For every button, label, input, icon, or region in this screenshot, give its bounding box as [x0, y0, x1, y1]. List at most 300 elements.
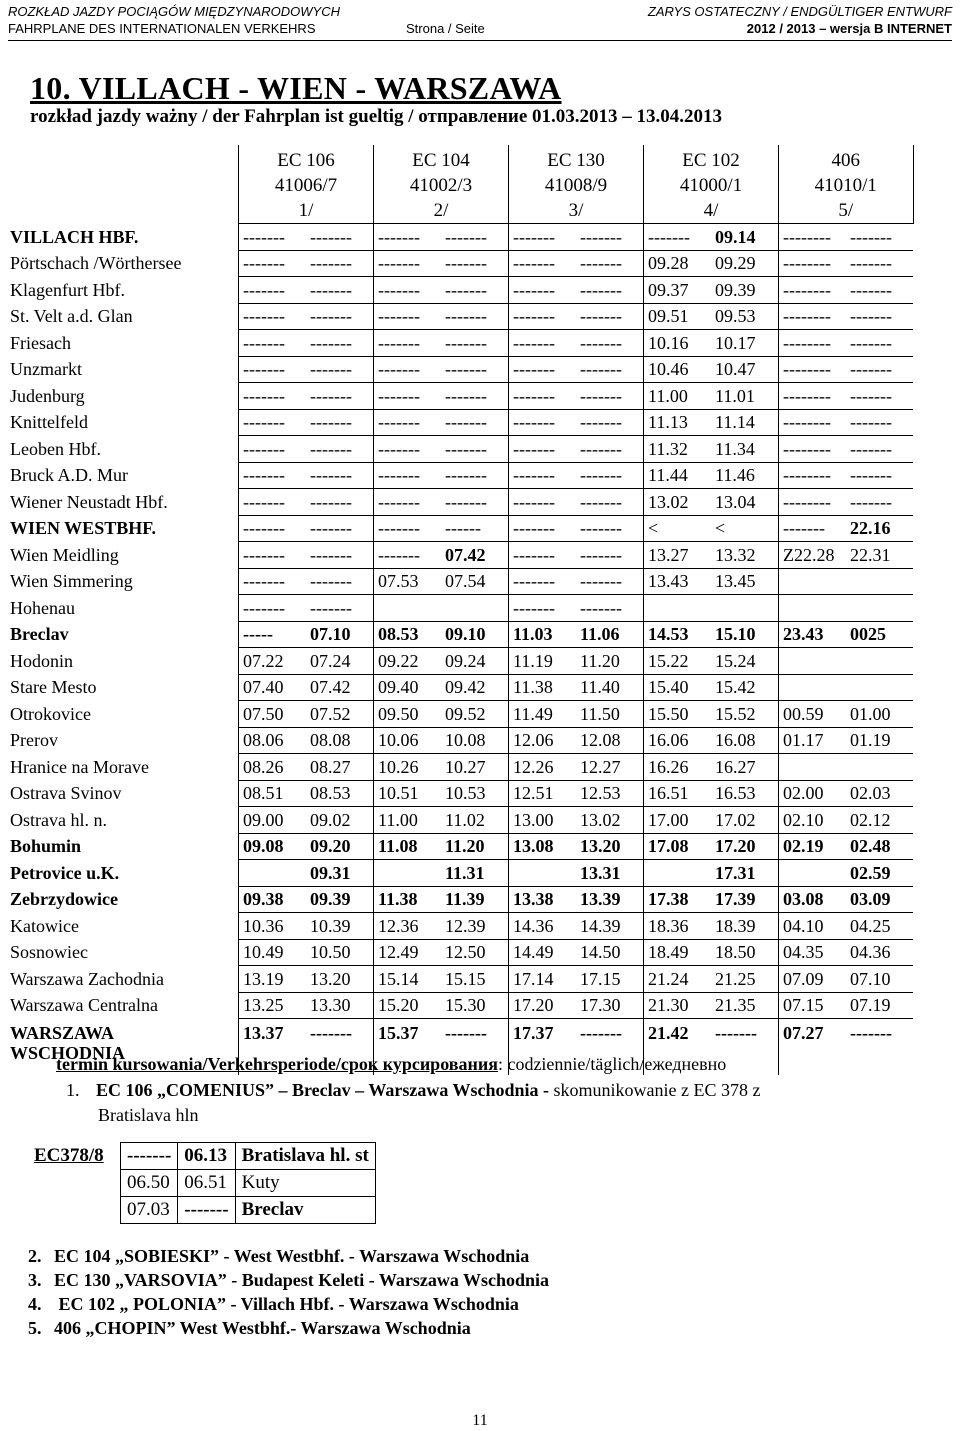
train-name: 406 [831, 150, 860, 171]
page-number: 11 [472, 1412, 488, 1429]
time-cell: 13.04 [711, 489, 779, 516]
time-cell: 15.42 [711, 674, 779, 701]
station-name: Sosnowiec [10, 942, 88, 963]
time-cell: ------- [846, 409, 913, 436]
connection-arr: 07.03 [121, 1197, 178, 1224]
station-name: Pörtschach /Wörthersee [10, 253, 182, 274]
time-cell: ------- [239, 330, 307, 357]
time-cell: 17.37 [509, 1019, 577, 1076]
time-cell [846, 595, 913, 622]
time-cell: 07.15 [779, 992, 847, 1019]
time-cell: 17.14 [509, 966, 577, 993]
time-cell: ------- [441, 277, 509, 304]
time-cell: 15.22 [644, 648, 712, 675]
time-cell: ------- [441, 383, 509, 410]
time-cell: 21.42 [644, 1019, 712, 1076]
time-cell: 13.19 [239, 966, 307, 993]
time-cell [441, 595, 509, 622]
train-header [779, 145, 914, 224]
time-cell: 11.06 [576, 621, 644, 648]
time-cell: 12.39 [441, 913, 509, 940]
station-name: Warszawa Centralna [10, 995, 158, 1016]
time-cell: ------- [576, 489, 644, 516]
time-cell: 15.52 [711, 701, 779, 728]
time-cell [779, 860, 847, 887]
time-cell: ------- [441, 330, 509, 357]
time-cell: ------- [239, 436, 307, 463]
time-cell: ------- [306, 515, 374, 542]
time-cell: ------- [306, 303, 374, 330]
time-cell: -------- [779, 250, 847, 277]
timetable-row [7, 250, 913, 277]
timetable-row [7, 992, 913, 1019]
train-header [374, 145, 509, 224]
time-cell: 13.37 [239, 1019, 307, 1076]
time-cell: ------- [441, 409, 509, 436]
connection-arr: 06.50 [121, 1170, 178, 1197]
time-cell: 15.20 [374, 992, 442, 1019]
time-cell: ------- [239, 303, 307, 330]
time-cell: 21.24 [644, 966, 712, 993]
time-cell: 09.22 [374, 648, 442, 675]
timetable-row [7, 913, 913, 940]
connection-dep: ------- [178, 1197, 235, 1224]
time-cell: 13.45 [711, 568, 779, 595]
time-cell: ------- [576, 515, 644, 542]
time-cell: ------- [509, 542, 577, 569]
timetable-row [7, 860, 913, 887]
time-cell: 09.00 [239, 807, 307, 834]
time-cell [644, 595, 712, 622]
time-cell: ------- [576, 303, 644, 330]
time-cell: 13.32 [711, 542, 779, 569]
time-cell: ------- [306, 462, 374, 489]
time-cell: 09.42 [441, 674, 509, 701]
station-name: Petrovice u.K. [10, 862, 120, 883]
time-cell: 17.20 [509, 992, 577, 1019]
time-cell: ------- [576, 436, 644, 463]
time-cell: 07.40 [239, 674, 307, 701]
time-cell: ------- [239, 224, 307, 251]
time-cell: 17.30 [576, 992, 644, 1019]
time-cell [644, 860, 712, 887]
time-cell: -------- [779, 409, 847, 436]
time-cell [509, 860, 577, 887]
time-cell: 09.39 [711, 277, 779, 304]
time-cell: 10.16 [644, 330, 712, 357]
time-cell: ------- [374, 330, 442, 357]
time-cell [779, 595, 847, 622]
time-cell: ------- [374, 356, 442, 383]
time-cell: ------- [306, 277, 374, 304]
time-cell: 11.00 [644, 383, 712, 410]
time-cell: 08.51 [239, 780, 307, 807]
time-cell: ------- [576, 542, 644, 569]
time-cell: ------- [441, 1019, 509, 1076]
page-header-line1 [8, 3, 952, 21]
time-cell: ------- [846, 383, 913, 410]
time-cell: 11.50 [576, 701, 644, 728]
time-cell: ------- [374, 462, 442, 489]
time-cell: ------- [374, 436, 442, 463]
time-cell: 11.19 [509, 648, 577, 675]
time-cell: ------- [441, 489, 509, 516]
legend-item: 2. EC 104 „SOBIESKI” - West Westbhf. - Warszawa Wschodnia [28, 1246, 530, 1266]
time-cell: 18.36 [644, 913, 712, 940]
time-cell: 11.14 [711, 409, 779, 436]
time-cell: ------- [306, 224, 374, 251]
time-cell: ------- [509, 595, 577, 622]
timetable-row [7, 277, 913, 304]
time-cell: 13.31 [576, 860, 644, 887]
time-cell: 11.38 [374, 886, 442, 913]
time-cell: ------- [509, 356, 577, 383]
time-cell: 15.10 [711, 621, 779, 648]
operating-period-value: : codziennie/täglich/ежедневно [497, 1054, 727, 1074]
timetable-row [7, 727, 913, 754]
time-cell: 13.08 [509, 833, 577, 860]
operating-period-label: termin kursowania/Verkehrsperiode/срок курсирования [56, 1054, 498, 1074]
time-cell: ------- [306, 383, 374, 410]
time-cell: ------- [509, 277, 577, 304]
time-cell: ------- [779, 515, 847, 542]
time-cell: ------- [374, 250, 442, 277]
time-cell: 13.20 [306, 966, 374, 993]
time-cell: 08.08 [306, 727, 374, 754]
connection-station: Bratislava hl. st [235, 1143, 375, 1170]
timetable-row [7, 330, 913, 357]
station-name: Friesach [10, 332, 71, 353]
time-cell: 22.16 [846, 515, 913, 542]
time-cell: ------- [306, 250, 374, 277]
time-cell: 04.25 [846, 913, 913, 940]
time-cell: 15.24 [711, 648, 779, 675]
time-cell: 07.52 [306, 701, 374, 728]
time-cell: 11.01 [711, 383, 779, 410]
time-cell: ------- [846, 330, 913, 357]
time-cell [374, 860, 442, 887]
timetable-row [7, 939, 913, 966]
time-cell: 09.08 [239, 833, 307, 860]
train-header [239, 145, 374, 224]
time-cell: 23.43 [779, 621, 847, 648]
time-cell: 04.35 [779, 939, 847, 966]
time-cell: 21.30 [644, 992, 712, 1019]
header-left-text: ROZKŁAD JAZDY POCIĄGÓW MIĘDZYNARODOWYCH [8, 4, 341, 19]
time-cell: ------- [509, 224, 577, 251]
time-cell: 17.38 [644, 886, 712, 913]
time-cell [846, 568, 913, 595]
time-cell: 14.50 [576, 939, 644, 966]
time-cell: ------- [441, 462, 509, 489]
time-cell: ------- [846, 303, 913, 330]
time-cell: ------- [239, 462, 307, 489]
time-cell: 15.37 [374, 1019, 442, 1076]
time-cell: 21.35 [711, 992, 779, 1019]
connection-dep: 06.51 [178, 1170, 235, 1197]
time-cell: -------- [779, 356, 847, 383]
time-cell: 09.31 [306, 860, 374, 887]
time-cell: ------- [576, 383, 644, 410]
time-cell [239, 860, 307, 887]
time-cell: 13.02 [576, 807, 644, 834]
connection-dep: 06.13 [178, 1143, 235, 1170]
time-cell: ------- [374, 224, 442, 251]
time-cell [711, 595, 779, 622]
time-cell: ------- [846, 277, 913, 304]
timetable-row [7, 356, 913, 383]
station-name: Wiener Neustadt Hbf. [10, 491, 168, 512]
timetable-row [7, 966, 913, 993]
time-cell: ------- [239, 409, 307, 436]
time-cell [846, 674, 913, 701]
time-cell: ------- [509, 568, 577, 595]
time-cell: 11.02 [441, 807, 509, 834]
train-name: EC 102 [682, 150, 740, 171]
timetable-row [7, 886, 913, 913]
time-cell: ------- [576, 277, 644, 304]
time-cell: 11.20 [576, 648, 644, 675]
time-cell: ----- [239, 621, 307, 648]
station-name: Knittelfeld [10, 412, 88, 433]
time-cell: 03.09 [846, 886, 913, 913]
station-name: Breclav [10, 624, 69, 645]
station-name: Stare Mesto [10, 677, 97, 698]
time-cell: 09.24 [441, 648, 509, 675]
time-cell: -------- [779, 489, 847, 516]
time-cell: 0025 [846, 621, 913, 648]
time-cell: 13.38 [509, 886, 577, 913]
time-cell: 07.10 [306, 621, 374, 648]
time-cell [846, 754, 913, 781]
train-header [509, 145, 644, 224]
timetable [7, 145, 914, 1075]
time-cell: 12.08 [576, 727, 644, 754]
time-cell: 13.00 [509, 807, 577, 834]
time-cell: 17.08 [644, 833, 712, 860]
time-cell: 10.39 [306, 913, 374, 940]
time-cell: ------- [306, 409, 374, 436]
time-cell: ------- [846, 489, 913, 516]
timetable-row [7, 754, 913, 781]
time-cell: 09.38 [239, 886, 307, 913]
time-cell: 04.36 [846, 939, 913, 966]
note-1-text-2: Bratislava hln [98, 1105, 199, 1125]
time-cell: 02.48 [846, 833, 913, 860]
connection-station: Kuty [235, 1170, 375, 1197]
time-cell: ------- [239, 356, 307, 383]
time-cell: 16.51 [644, 780, 712, 807]
connection-station: Breclav [235, 1197, 375, 1224]
timetable-row [7, 489, 913, 516]
time-cell: 09.28 [644, 250, 712, 277]
time-cell: 01.19 [846, 727, 913, 754]
timetable-row [7, 674, 913, 701]
time-cell: ------- [846, 436, 913, 463]
time-cell: ------- [306, 1019, 374, 1076]
time-cell: 09.02 [306, 807, 374, 834]
time-cell: 13.02 [644, 489, 712, 516]
time-cell: 10.27 [441, 754, 509, 781]
station-name: Wien Meidling [10, 544, 119, 565]
time-cell: 09.37 [644, 277, 712, 304]
time-cell: 13.25 [239, 992, 307, 1019]
time-cell: ------- [239, 383, 307, 410]
station-name: Hodonin [10, 650, 73, 671]
time-cell: 13.39 [576, 886, 644, 913]
time-cell: 15.40 [644, 674, 712, 701]
time-cell: ------- [509, 250, 577, 277]
time-cell: 02.03 [846, 780, 913, 807]
time-cell: 03.08 [779, 886, 847, 913]
time-cell: ------- [441, 250, 509, 277]
time-cell: 11.40 [576, 674, 644, 701]
timetable-row [7, 807, 913, 834]
time-cell [846, 648, 913, 675]
time-cell: 08.27 [306, 754, 374, 781]
time-cell: 18.49 [644, 939, 712, 966]
time-cell: 17.20 [711, 833, 779, 860]
timetable-row [7, 436, 913, 463]
time-cell: ------- [306, 356, 374, 383]
legend-item: 4. EC 102 „ POLONIA” - Villach Hbf. - Warszawa Wschodnia [28, 1294, 519, 1314]
time-cell: 13.27 [644, 542, 712, 569]
time-cell: ------- [306, 436, 374, 463]
time-cell: 09.10 [441, 621, 509, 648]
time-cell: 18.39 [711, 913, 779, 940]
time-cell: ------- [374, 277, 442, 304]
time-cell: 18.50 [711, 939, 779, 966]
time-cell: 07.42 [306, 674, 374, 701]
time-cell: 16.53 [711, 780, 779, 807]
connection-row [28, 1143, 375, 1170]
time-cell: ------- [509, 489, 577, 516]
connection-row [28, 1170, 375, 1197]
time-cell: ------- [306, 568, 374, 595]
time-cell: 16.26 [644, 754, 712, 781]
header-version: 2012 / 2013 – wersja B INTERNET [746, 21, 952, 36]
station-name: Ostrava hl. n. [10, 809, 107, 830]
time-cell: ------- [576, 356, 644, 383]
time-cell: 10.53 [441, 780, 509, 807]
time-cell: ------- [239, 277, 307, 304]
station-name: Bohumin [10, 836, 82, 857]
validity-subtitle: rozkład jazdy ważny / der Fahrplan ist gueltig / отправление 01.03.2013 – 13.04.2013 [30, 106, 723, 127]
time-cell: ------- [239, 542, 307, 569]
time-cell: ------- [374, 383, 442, 410]
page-title: 10. VILLACH - WIEN - WARSZAWA [30, 70, 562, 106]
timetable-row [7, 224, 913, 251]
time-cell: ------- [846, 250, 913, 277]
time-cell: 10.46 [644, 356, 712, 383]
header-right-text: ZARYS OSTATECZNY / ENDGÜLTIGER ENTWURF [647, 4, 952, 19]
time-cell [779, 674, 847, 701]
time-cell: 07.50 [239, 701, 307, 728]
time-cell: 10.36 [239, 913, 307, 940]
time-cell: 02.00 [779, 780, 847, 807]
time-cell: ------- [576, 224, 644, 251]
train-header [644, 145, 779, 224]
time-cell: 00.59 [779, 701, 847, 728]
time-cell: 15.30 [441, 992, 509, 1019]
time-cell: 07.24 [306, 648, 374, 675]
time-cell: -------- [779, 277, 847, 304]
time-cell: 10.08 [441, 727, 509, 754]
time-cell: ------- [576, 568, 644, 595]
time-cell: 08.06 [239, 727, 307, 754]
time-cell: 07.10 [846, 966, 913, 993]
time-cell [374, 595, 442, 622]
time-cell: 15.14 [374, 966, 442, 993]
train-note: 4/ [703, 200, 719, 221]
time-cell [779, 648, 847, 675]
station-name: Ostrava Svinov [10, 783, 122, 804]
train-name: EC 130 [547, 150, 605, 171]
timetable-row [7, 462, 913, 489]
time-cell: 14.36 [509, 913, 577, 940]
station-name: Leoben Hbf. [10, 438, 101, 459]
train-note: 2/ [433, 200, 449, 221]
time-cell: 11.39 [441, 886, 509, 913]
timetable-row [7, 648, 913, 675]
note-1-train: EC 106 „COMENIUS” – Breclav – Warszawa Wschodnia - [96, 1080, 550, 1100]
time-cell: 17.31 [711, 860, 779, 887]
time-cell [779, 754, 847, 781]
time-cell: 07.09 [779, 966, 847, 993]
time-cell: ------- [441, 356, 509, 383]
time-cell: 12.51 [509, 780, 577, 807]
station-name: Zebrzydowice [10, 889, 118, 910]
station-name: St. Velt a.d. Glan [10, 306, 133, 327]
time-cell: ------- [644, 224, 712, 251]
time-cell: ------ [441, 515, 509, 542]
time-cell: 12.53 [576, 780, 644, 807]
note-1-number: 1. [66, 1080, 80, 1100]
time-cell: ------- [239, 568, 307, 595]
time-cell: ------- [711, 1019, 779, 1076]
timetable-row [7, 568, 913, 595]
timetable-row [7, 383, 913, 410]
note-1 [66, 1078, 886, 1128]
header-left-text-2: FAHRPLANE DES INTERNATIONALEN VERKEHRS [8, 21, 316, 36]
time-cell: 10.51 [374, 780, 442, 807]
train-num: 41000/1 [679, 175, 743, 196]
time-cell: 07.22 [239, 648, 307, 675]
time-cell: ------- [306, 330, 374, 357]
time-cell: 02.19 [779, 833, 847, 860]
time-cell: 04.10 [779, 913, 847, 940]
page-header-line2 [8, 20, 952, 38]
time-cell: -------- [779, 383, 847, 410]
time-cell: 11.00 [374, 807, 442, 834]
time-cell: ------- [306, 489, 374, 516]
timetable-row [7, 303, 913, 330]
train-num: 41006/7 [274, 175, 338, 196]
time-cell: ------- [509, 330, 577, 357]
time-cell: 07.54 [441, 568, 509, 595]
time-cell: 11.32 [644, 436, 712, 463]
time-cell: < [644, 515, 712, 542]
train-name: EC 106 [277, 150, 335, 171]
timetable-row [7, 780, 913, 807]
time-cell: 12.50 [441, 939, 509, 966]
time-cell: -------- [779, 462, 847, 489]
time-cell: 12.26 [509, 754, 577, 781]
time-cell: ------- [374, 515, 442, 542]
time-cell: ------- [374, 542, 442, 569]
time-cell: 14.49 [509, 939, 577, 966]
time-cell: 08.53 [306, 780, 374, 807]
